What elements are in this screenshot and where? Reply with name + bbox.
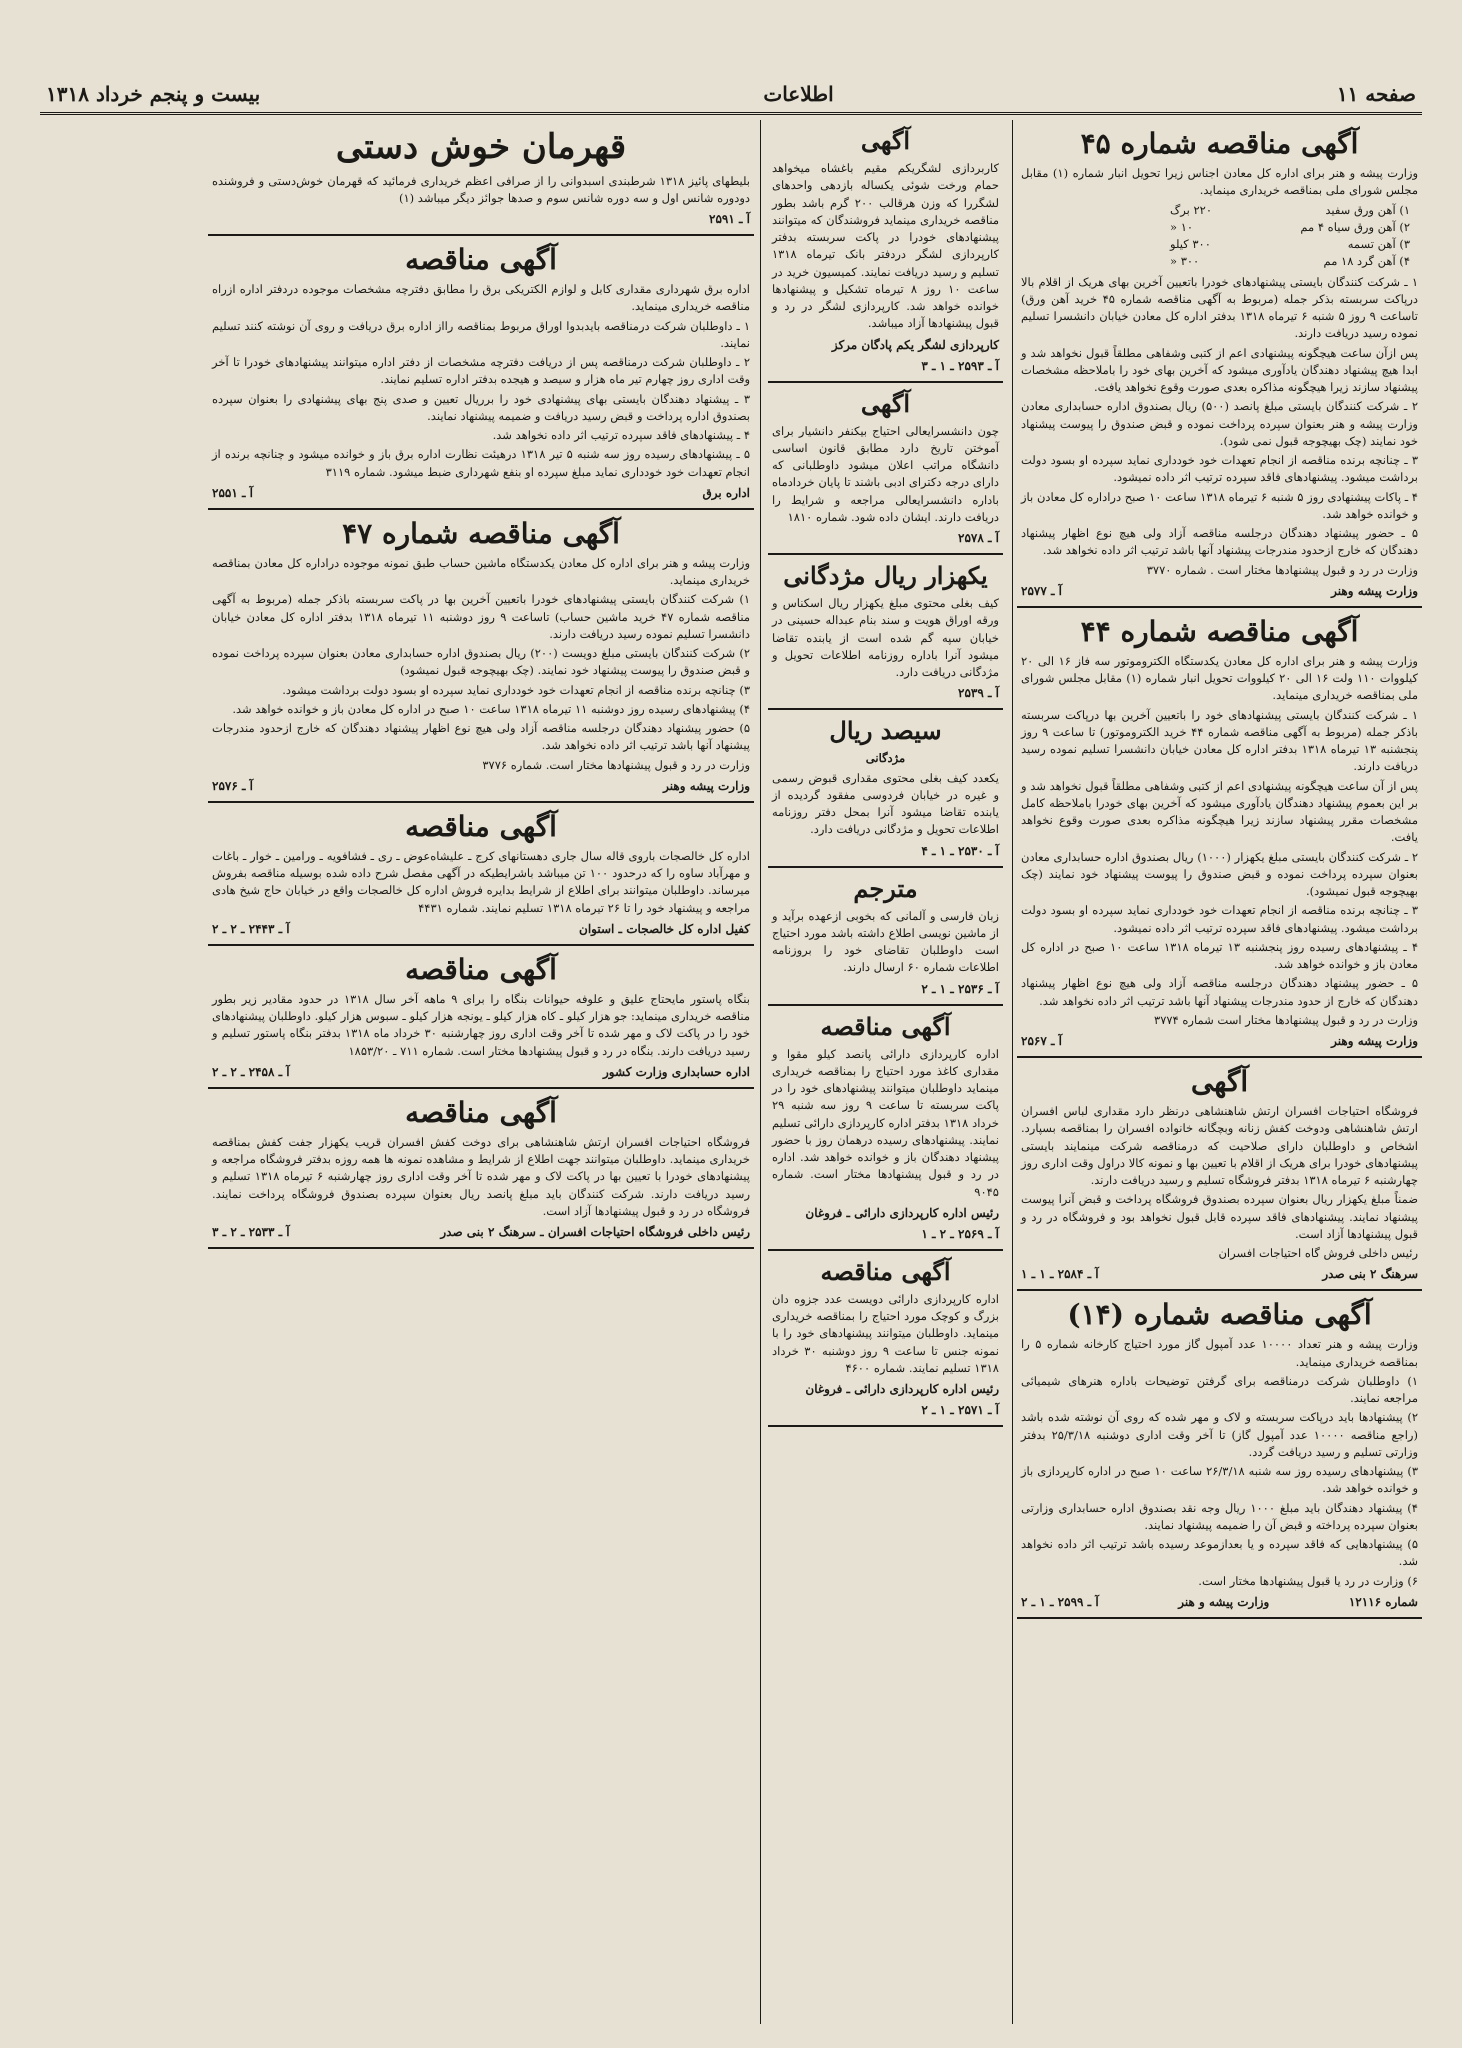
furniture-ad [1017, 1058, 1422, 1291]
ad-title: آگهی مناقصه [405, 243, 557, 276]
ad-paragraph: ۱ ـ شرکت کنندگان بایستی پیشنهادهای خود را باتعیین آخرین بها درپاکت سربسته باذکر جمله (مربوط به آگهی مناقصه شماره ۴۴ خرید الکتروموتور) تا ساعت ۹ روز پنجشنبه ۱۳ تیرماه ۱۳۱۸ بدفتر اداره کل معادن خیابان دانشسرا تسلیم نموده رسید دریافت دارند. [1021, 707, 1418, 774]
list-item: ۴) آهن گرد ۱۸ مم ۳۰۰ « [1170, 254, 1410, 269]
ad-paragraph: کاربردازی لشگریکم مقیم باغشاه میخواهد حمام ورخت شوئی یکساله بازدهی واحدهای لشگررا که وزن هرقالب ۲۰۰ گرم باشد بطور مناقصه خریداری مینماید فروشندگان که میتوانند پیشنهادهای خودرا در پاکت سربسته بدفتر کارپردازی لشگر دردفتر بانک تیرماه ۱۳۱۸ تسلیم و رسید دریافت نمایند. کمیسیون خرید در ساعت ۱۰ روز ۸ تیرماه تشکیل و پیشنهادها خوانده خواهد شد. کارپردازی لشگر در رد و قبول پیشنهادها آزاد میباشد. [772, 161, 1000, 331]
ad-code: آ ـ ۲۴۵۸ ـ ۲ ـ ۲ [212, 1064, 290, 1079]
ad-paragraph: اداره کارپردازی دارائی پانصد کیلو مقوا و مقداری کاغذ مورد احتیاج را بمناقصه خریداری مینماید داوطلبان میتوانند پیشنهادهای خود را در پاکت سربسته تا ساعت ۹ روز سه شنبه ۲۹ خرداد ۱۳۱۸ بدفتر اداره کارپردازی دارائی تسلیم نمایند. پیشنهادهای رسیده درهمان روز با حضور پیشنهاد دهندگان باز و خوانده خواهد شد. اداره در رد و قبول پیشنهادها مختار است. شماره ۹۰۴۵ [772, 1046, 1000, 1199]
list-item: ۳) آهن تسمه ۳۰۰ کیلو [1170, 237, 1410, 251]
column-rule [760, 120, 761, 2024]
list-item: ۲) آهن ورق سیاه ۴ مم ۱۰ « [1170, 219, 1410, 234]
ad-paragraph: وزارت در رد و قبول پیشنهادها مختار است شماره ۳۷۷۴ [1154, 1012, 1418, 1027]
ad-code: آ ـ ۲۵۳۶ ـ ۱ ـ ۲ [921, 981, 999, 996]
reward-300-ad [768, 710, 1003, 867]
ad-paragraph: ۵ ـ حضور پیشنهاد دهندگان درجلسه مناقصه آزاد ولی هیچ نوع اظهار پیشنهاد دهندگان که خارج از حدود مندرجات پیشنهاد آنها باشد ترتیب اثر داده نخواهد شد. [1021, 976, 1418, 1008]
ad-number: شماره ۱۲۱۱۶ [1348, 1594, 1418, 1609]
ad-paragraph: ۴) پیشنهاد دهندگان باید مبلغ ۱۰۰۰ ریال وجه نقد بصندوق اداره حسابداری وزارتی بعنوان سپرده پرداخته و قبض آن را ضمیمه پیشنهاد نمایند. [1021, 1500, 1418, 1532]
ad-paragraph: بنگاه پاستور مایحتاج علیق و علوفه حیوانات بنگاه را برای ۹ ماهه آخر سال ۱۳۱۸ در حدود مقادیر زیر بطور مناقصه خریداری مینماید: جو هزار کیلو ـ کاه هزار کیلو ـ یونجه هزار کیلو ـ سبوس هزار کیلو. داوطلبان پیشنهادهای خود را در پاکت لاک و مهر شده تا آخر وقت اداری روز چهارشنبه ۳۰ خرداد ماه ۱۳۱۸ بدفتر بنگاه پاستور تسلیم و رسید دریافت دارند. بنگاه در رد و قبول پیشنهادها مختار است. شماره ۷۱۱ ـ ۱۸۵۳/۲۰ [212, 991, 750, 1058]
ad-paragraph: ۱ ـ داوطلبان شرکت درمناقصه بایدبدوا اوراق مربوط بمناقصه رااز اداره برق دریافت و روی آن نوشته کنند تسلیم نمایند. [212, 318, 750, 350]
list-item: ۱) آهن ورق سفید ۲۲۰ برگ [1170, 202, 1410, 217]
ad-code: آ ـ ۲۵۳۹ [958, 686, 999, 701]
finance-tender-ad-2 [768, 1251, 1003, 1427]
ad-footer [212, 1063, 750, 1081]
ad-footer [772, 684, 999, 702]
ad-footer [772, 336, 999, 354]
ad-code: آ ـ ۲۵۶۹ ـ ۲ ـ ۱ [921, 1226, 999, 1241]
ad-code: آ ـ ۲۵۷۶ [212, 778, 253, 793]
ad-title: آگهی مناقصه [820, 1011, 951, 1041]
ad-paragraph: ۲ ـ شرکت کنندگان بایستی مبلغ پانصد (۵۰۰) ریال بصندوق اداره حسابداری معادن وزارت پیشه و هنر بعنوان سپرده پرداخت نموده و قبض صندوق را پیوست پیشنهاد خود نمایند (چک بهیچوجه قبول نمی شود). [1021, 399, 1418, 448]
ad-title: سیصد ریال [829, 716, 942, 746]
ad-paragraph: اداره کل خالصجات باروی قاله سال جاری دهستانهای کرج ـ علیشاه‌عوض ـ ری ـ فشافویه ـ ورامین ـ خوار ـ باغات و مهرآباد ساوه را که درحدود ۱۰۰ تن میباشد باشرایطیکه در آگهی مفصل شرح داده شده بوسیله مناقصه بفروش میرساند. داوطلبان میتوانند برای اطلاع از شرایط بدایره فروش اداره کل خالصجات واقع در خیابان حاج شیخ هادی مراجعه و پیشنهاد خود را تا ۲۶ تیرماه ۱۳۱۸ تسلیم نمایند. شماره ۴۴۳۱ [212, 848, 750, 915]
ad-paragraph: ۵) حضور پیشنهاد دهندگان درجلسه مناقصه آزاد ولی هیچ نوع اظهار پیشنهاد دهندگان که خارج ازحدود مندرجات پیشنهاد آنها باشد ترتیب اثر داده نخواهد شد. [212, 721, 750, 753]
ad-paragraph: ۴) پیشنهادهای رسیده روز دوشنبه ۱۱ تیرماه ۱۳۱۸ ساعت ۱۰ صبح در اداره کل معادن باز و خوانده خواهد شد. [232, 701, 750, 716]
ad-footer [212, 484, 750, 502]
ad-paragraph: ۵ ـ پیشنهادهای رسیده روز سه شنبه ۵ تیر ۱۳۱۸ درهیئت نظارت اداره برق باز و خوانده میشود و چنانچه برنده از انجام تعهدات خود خودداری نماید مبلغ سپرده او بنفع شهرداری ضبط میشود. شماره ۳۱۱۹ [212, 447, 751, 479]
ad-paragraph: یکعدد کیف بغلی محتوی مقداری قبوض رسمی و غیره در خیابان فردوسی مفقود گردیده از یابنده تقاضا میشود آنرا بمحل دفتر روزنامه اطلاعات تحویل و مژدگانی دریافت دارد. [772, 770, 999, 837]
ad-paragraph: کیف بغلی محتوی مبلغ یکهزار ریال اسکناس و ورقه اوراق هویت و سند بنام عبداله حسینی در خیابان سپه گم شده است از یابنده تقاضا میشود آنرا باداره روزنامه اطلاعات تحویل و مژدگانی دریافت دارد. [772, 596, 999, 679]
ad-title: مترجم [853, 873, 918, 903]
ad-paragraph: ۱) شرکت کنندگان بایستی پیشنهادهای خودرا باتعیین آخرین بها در پاکت سربسته باذکر جمله (مربوط به آگهی مناقصه شماره ۴۷ خرید ماشین حساب) تاساعت ۹ روز دوشنبه ۱۱ تیرماه ۱۳۱۸ بدفتر اداره کل معادن خیابان دانشسرا تسلیم نموده رسید دریافت دارند. [212, 592, 751, 641]
ad-paragraph: اداره برق شهرداری مقداری کابل و لوازم الکتریکی برق را مطابق دفترچه مشخصات موجوده دردفتر اداره ازراه مناقصه خریداری مینماید. [212, 282, 750, 314]
ad-code: آ ـ ۲۵۷۷ [1021, 583, 1062, 598]
ad-paragraph: ۲) شرکت کنندگان بایستی مبلغ دویست (۲۰۰) ریال بصندوق اداره حسابداری معادن بعنوان سپرده پرداخت نموده و قبض صندوق را پیوست پیشنهاد خود نمایند. (چک بهیچوجه قبول نمیشود) [212, 646, 750, 678]
page-number: صفحه ۱۱ [1336, 82, 1416, 106]
ad-footer [772, 1204, 999, 1222]
tender-ad-45 [1017, 120, 1422, 608]
ad-signer: رئیس اداره کارپردازی دارائی ـ فروغان [805, 1382, 999, 1396]
ad-footer [1021, 1265, 1418, 1283]
municipal-tender-ad [208, 236, 754, 510]
translator-ad [768, 868, 1003, 1006]
ad-paragraph: ۴ ـ پاکات پیشنهادی روز ۵ شنبه ۶ تیرماه ۱۳۱۸ ساعت ۱۰ صبح دراداره کل معادن باز و خوانده خواهد شد. [1021, 489, 1418, 521]
army-ad [768, 120, 1003, 383]
ad-paragraph: فروشگاه احتیاجات افسران ارتش شاهنشاهی درنظر دارد مقداری لباس افسران ارتش شاهنشاهی ودوخت کفش زنانه وبچگانه خانواده افسران را بمناقصه بسپارد. اشخاص و داوطلبان دارای صلاحیت که درمناقصه شرکت مینمایند بایستی پیشنهادهای خودرا برای هریک از اقلام با تعیین بها و نمونه کالا دراول وقت اداری روز چهارشنبه ۶ تیرماه ۱۳۱۸ بدفتر فروشگاه تسلیم و رسید دریافت دارند. [1021, 1104, 1418, 1187]
ad-code: آ ـ ۲۵۶۷ [1021, 1034, 1062, 1048]
column-rule [1012, 120, 1013, 2024]
ad-paragraph: وزارت در رد و قبول پیشنهادها مختار است. شماره ۳۷۷۶ [482, 757, 750, 772]
ad-signer: اداره حسابداری وزارت کشور [603, 1064, 750, 1079]
ad-paragraph: ۵) پیشنهادهایی که فاقد سپرده و یا بعدازموعد رسیده باشد ترتیب اثر داده نخواهد شد. [1021, 1537, 1418, 1569]
ad-paragraph: ۳ ـ چنانچه برنده مناقصه از انجام تعهدات خود خودداری نماید سپرده او بسود دولت برداشت میشود. پیشنهادهای فاقد سپرده ترتیب اثر داده نمیشود. [1021, 903, 1418, 935]
ad-paragraph: وزارت در رد و قبول پیشنهادها مختار است . شماره ۳۷۷۰ [1146, 562, 1418, 577]
ad-code: آ ـ ۲۵۳۰ ـ ۱ ـ ۴ [921, 843, 999, 858]
ad-title: آگهی مناقصه [405, 1095, 557, 1129]
ad-title: آگهی [1190, 1065, 1249, 1098]
ad-signer: وزارت پیشه وهنر [1331, 583, 1418, 598]
tender-ad-14 [1017, 1291, 1422, 1619]
ad-code: آ ـ ۲۵۵۱ [212, 485, 253, 500]
ad-code: آ ـ ۲۵۸۴ ـ ۱ ـ ۱ [1021, 1267, 1099, 1282]
ad-paragraph: وزارت پیشه و هنر برای اداره کل معادن یکدستگاه ماشین حساب طبق نمونه موجوده دراداره کل معادن بمناقصه خریداری مینماید. [212, 555, 750, 587]
ad-paragraph: ۱ ـ شرکت کنندگان بایستی پیشنهادهای خودرا باتعیین آخرین بهای هریک از اقلام بالا درپاکت سربسته بذکر جمله (مربوط به آگهی مناقصه شماره ۴۵ خرید آهن ورق) تاساعت ۹ روز ۵ شنبه ۶ تیرماه ۱۳۱۸ بدفتر اداره کل معادن خیابان دانشسرا تسلیم نموده رسید دریافت دارند. [1021, 274, 1418, 341]
ad-paragraph: اداره کارپردازی دارائی دویست عدد جزوه دان بزرگ و کوچک مورد احتیاج را بمناقصه خریداری مینماید. داوطلبان میتوانند پیشنهادهای خود را با نمونه جنس تا ساعت ۹ روز دوشنبه ۳۰ خرداد ۱۳۱۸ تسلیم نمایند. شماره ۴۶۰۰ [772, 1291, 999, 1375]
ad-paragraph: چون دانشسرایعالی احتیاج بیکنفر دانشیار برای آموختن تاریخ دارد مطابق قانون اساسی دانشگاه مراتب اعلان میشود داوطلبانی که دارای درجه دکترای ادبی باشند تا پایان خردادماه باداره دانشسرایعالی مراجعه و شرایط را دریافت دارند. ایشان داده شود. شماره ۱۸۱۰ [772, 423, 999, 524]
ad-paragraph: ۳ ـ چنانچه برنده مناقصه از انجام تعهدات خود خودداری نماید سپرده او بسود دولت برداشت میشود. پیشنهادهای فاقد سپرده ترتیب اثر داده نمیشود. [1021, 453, 1418, 485]
ad-footer [212, 210, 750, 228]
ad-intro: وزارت پیشه و هنر تعداد ۱۰۰۰۰ عدد آمپول گاز مورد احتیاج کارخانه شماره ۵ را بمناقصه خریداری مینماید. [1021, 1337, 1419, 1369]
hero-ad [208, 120, 754, 236]
ad-footer [772, 529, 999, 547]
ad-code: آ ـ ۲۵۳۳ ـ ۲ ـ ۳ [212, 1225, 290, 1239]
ad-title: آگهی مناقصه شماره (۱۴) [1067, 1298, 1372, 1332]
ad-footer [772, 980, 999, 998]
ad-code: آ ـ ۲۵۷۸ [958, 531, 999, 545]
ad-code: آ ـ ۲۵۹۱ [709, 212, 750, 226]
column-right [1017, 120, 1422, 2024]
ad-title: آگهی مناقصه [820, 1256, 951, 1286]
ad-signer: اداره برق [702, 485, 750, 500]
ad-intro: وزارت پیشه و هنر برای اداره کل معادن یکدستگاه الکتروموتور سه فاز ۱۶ الی ۲۰ کیلووات ۱۱۰ ولت ۱۶ الی ۲۰ کیلووات تحویل انبار شماره (۱) مقابل مجلس شورای ملی بمناقصه خریداری مینماید. [1021, 653, 1418, 703]
ad-paragraph: ۳) پیشنهادهای رسیده روز سه شنبه ۲۶/۳/۱۸ ساعت ۱۰ صبح در اداره کارپردازی باز و خوانده خواهد شد. [1021, 1464, 1418, 1496]
ad-paragraph: ۳) چنانچه برنده مناقصه از انجام تعهدات خود خودداری نماید سپرده او بسود دولت برداشت میشود. [282, 682, 750, 697]
ad-signer: رئیس داخلی فروشگاه احتیاجات افسران ـ سرهنگ ۲ بنی صدر [440, 1225, 750, 1239]
ad-signer: کارپردازی لشگر یکم پادگان مرکز [831, 337, 999, 352]
university-ad [768, 383, 1003, 556]
column-middle [768, 120, 1003, 2024]
ad-paragraph: بلیطهای پائیز ۱۳۱۸ شرطبندی اسبدوانی را از صرافی اعظم خریداری فرمائید که قهرمان خوش‌دستی و فروشنده دودوره شانس اول و سه دوره شانس سوم و صدها جوائز دیگر میباشد (۱) [212, 173, 750, 205]
tender-ad-44 [1017, 608, 1422, 1058]
column-left [208, 120, 754, 2024]
store-tender-ad [208, 1089, 754, 1249]
ad-signer: کفیل اداره کل خالصجات ـ استوان [579, 921, 750, 936]
ad-code: آ ـ ۲۵۷۱ ـ ۱ ـ ۲ [921, 1403, 999, 1417]
ad-paragraph: زبان فارسی و آلمانی که بخوبی ازعهده برآید و از ماشین نویسی اطلاع داشته باشد مورد احتیاج است داوطلبان تقاضای خود را بروزنامه اطلاعات شماره ۶۰ ارسال دارند. [772, 908, 999, 975]
ad-subtitle: مژدگانی [865, 751, 906, 766]
ad-title: آگهی مناقصه شماره ۴۵ [1080, 127, 1359, 160]
ad-paragraph: ضمناً مبلغ یکهزار ریال بعنوان سپرده بصندوق فروشگاه پرداخت و قبض آنرا پیوست پیشنهاد نمایند. پیشنهادهای فاقد سپرده قابل قبول نخواهد بود و فروشگاه در رد و قبول پیشنهادها آزاد است. [1021, 1192, 1418, 1241]
ad-intro: وزارت پیشه و هنر برای اداره کل معادن اجناس زیرا تحویل انبار شماره (۱) مقابل مجلس شورای ملی بمناقصه خریداری مینماید. [1021, 166, 1418, 198]
ad-title: آگهی [860, 388, 911, 418]
ad-signer: وزارت پیشه و هنر [1178, 1594, 1270, 1609]
ad-signer: وزارت پیشه وهنر [663, 778, 750, 793]
ad-paragraph: ۴ ـ پیشنهادهای فاقد سپرده ترتیب اثر داده نخواهد شد. [492, 428, 750, 442]
ad-footer [772, 1380, 999, 1398]
ad-paragraph: ۲ ـ شرکت کنندگان بایستی مبلغ یکهزار (۱۰۰۰) ریال بصندوق اداره حسابداری معادن بعنوان سپرده پرداخت نموده و قبض صندوق را پیوست پیشنهاد خود نمایند (چک بهیچوجه قبول نمیشود). [1021, 849, 1419, 898]
tender-ad-47 [208, 510, 754, 803]
ad-paragraph: ۲) پیشنهادها باید درپاکت سربسته و لاک و مهر شده که روی آن نوشته شده باشد (راجع مناقصه ۱۰۰۰۰ عدد آمپول گاز) تا آخر وقت اداری دوشنبه ۲۵/۳/۱۸ بدفتر وزارتی تسلیم و رسید دریافت گردد. [1021, 1410, 1418, 1459]
ad-paragraph: فروشگاه احتیاجات افسران ارتش شاهنشاهی برای دوخت کفش افسران قریب یکهزار جفت کفش بمناقصه خریداری مینماید. داوطلبان میتوانند جهت اطلاع از شرایط و مشاهده نمونه ها همه روزه بدفتر فروشگاه مراجعه و پیشنهادهای خودرا با تعیین بها در پاکت لاک و مهر شده تا آخر وقت اداری روز چهارشنبه ۶ تیرماه ۱۳۱۸ تسلیم و رسید دریافت دارند. شرکت کنندگان باید مبلغ پانصد ریال بعنوان سپرده بصندوق فروشگاه پرداخت نمایند. فروشگاه در رد و قبول پیشنهادها آزاد است. [212, 1134, 750, 1218]
item-list [1021, 202, 1418, 271]
ad-code: آ ـ ۲۴۴۳ ـ ۲ ـ ۲ [212, 921, 290, 936]
finance-tender-ad [768, 1006, 1003, 1251]
ad-signer: رئیس اداره کارپردازی دارائی ـ فروغان [805, 1205, 999, 1220]
ad-paragraph: ۲ ـ داوطلبان شرکت درمناقصه پس از دریافت دفترچه مشخصات از دفتر اداره میتوانند پیشنهادهای خودرا تا آخر وقت اداری روز چهارم تیر ماه هزار و سیصد و هیجده بدفتر اداره تسلیم نمایند. [212, 355, 750, 387]
issue-date: بیست و پنجم خرداد ۱۳۱۸ [46, 82, 261, 106]
ad-signer: وزارت پیشه وهنر [1331, 1034, 1418, 1048]
ad-paragraph: ۱) داوطلبان شرکت درمناقصه برای گرفتن توضیحات باداره هنرهای شیمیائی مراجعه نمایند. [1021, 1373, 1418, 1405]
newspaper-name: اطلاعات [763, 82, 834, 106]
ad-footer [1021, 1593, 1418, 1611]
ad-paragraph: ۳ ـ پیشنهاد دهندگان بایستی بهای پیشنهادی خود را برریال تعیین و صدی پنج بهای پیشنهادی را بعنوان سپرده بصندوق اداره پرداخت و قبض رسید دریافت و ضمیمه پیشنهاد نمایند. [212, 391, 750, 423]
ad-title: یکهزار ریال مژدگانی [783, 561, 988, 590]
ad-paragraph: ۵ ـ حضور پیشنهاد دهندگان درجلسه مناقصه آزاد ولی هیچ نوع اظهار پیشنهاد دهندگان که خارج ازحدود مندرجات پیشنهاد آنها باشد ترتیب اثر داده نخواهد شد. [1021, 526, 1418, 558]
ad-footer [212, 1223, 750, 1241]
pasteur-tender-ad [208, 946, 754, 1089]
reward-ad [768, 555, 1003, 710]
ad-footer [212, 777, 750, 795]
ad-paragraph: ۴ ـ پیشنهادهای رسیده روز پنجشنبه ۱۳ تیرماه ۱۳۱۸ ساعت ۱۰ صبح در اداره کل معادن باز و خوانده خواهد شد. [1021, 939, 1418, 971]
ad-paragraph: ۶) وزارت در رد یا قبول پیشنهادها مختار است. [1198, 1573, 1418, 1588]
ad-footer [1021, 582, 1418, 600]
ad-signer: سرهنگ ۲ بنی صدر [1322, 1267, 1418, 1282]
ad-footer [212, 920, 750, 938]
ad-title: قهرمان خوش دستی [335, 127, 627, 167]
columns [40, 120, 1422, 2024]
masthead [40, 76, 1422, 115]
ad-footer [1021, 1032, 1418, 1050]
ad-paragraph: رئیس داخلی فروش گاه احتیاجات افسران [1218, 1246, 1418, 1260]
estates-tender-ad [208, 803, 754, 946]
ad-paragraph: پس از آن ساعت هیچگونه پیشنهادی اعم از کتبی وشفاهی مطلقاً قبول نخواهد شد و بر این بعموم پیشنهاد دهندگان یادآوری میشود که آخرین بهای خودرا باملاحظه کامل مشخصات مقرر پیشنهاد سازند زیرا هیچگونه مذاکره بعدی صورت وقوع نخواهد یافت. [1021, 778, 1418, 845]
ad-title: آگهی مناقصه شماره ۴۴ [1080, 614, 1359, 648]
ad-footer [772, 842, 999, 860]
ad-paragraph: پس ازآن ساعت هیچگونه پیشنهادی اعم از کتبی وشفاهی مطلقاً قبول نخواهد شد و ابدا هیچ پیشنهاد دهندگان یادآوری میشود که آخرین بهای خود را باملاحظه مشخصات پیشنهاد سازند زیرا هیچگونه مذاکره بعدی صورت وقوع نخواهد یافت. [1021, 345, 1418, 394]
ad-title: آگهی مناقصه [405, 809, 557, 843]
ad-title: آگهی مناقصه [405, 952, 557, 986]
ad-title: آگهی [860, 126, 911, 155]
ad-code: آ ـ ۲۵۹۳ ـ ۱ ـ ۳ [921, 358, 999, 373]
ad-title: آگهی مناقصه شماره ۴۷ [342, 516, 620, 550]
ad-code: آ ـ ۲۵۹۹ ـ ۱ ـ ۲ [1021, 1594, 1099, 1609]
